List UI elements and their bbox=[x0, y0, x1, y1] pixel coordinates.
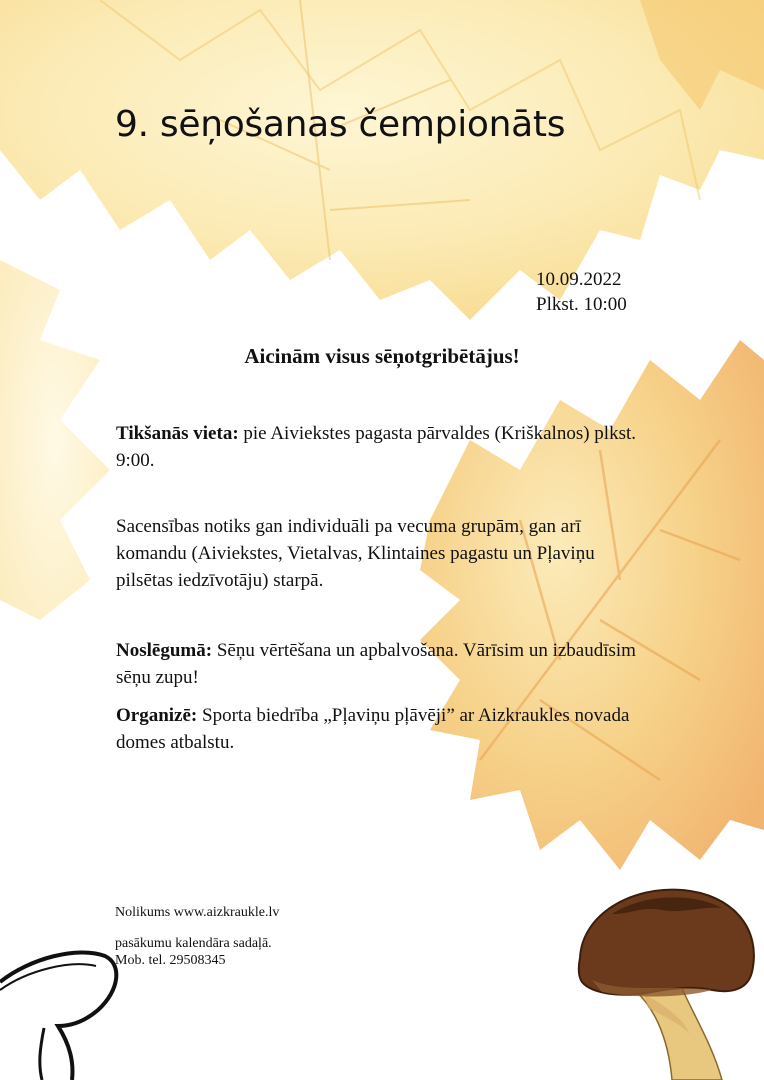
meeting-place-paragraph bbox=[116, 420, 646, 474]
footer-contact bbox=[115, 935, 272, 969]
closing-label: Noslēgumā: bbox=[116, 640, 213, 661]
organizer-paragraph bbox=[116, 702, 646, 756]
event-date: 10.09.2022 bbox=[536, 269, 622, 290]
event-time: Plkst. 10:00 bbox=[536, 294, 627, 315]
organizer-label: Organizē: bbox=[116, 705, 198, 726]
closing-text: Sēņu vērtēšana un apbalvošana. Vārīsim un izbaudīsim sēņu zupu! bbox=[116, 640, 636, 688]
closing-paragraph bbox=[116, 637, 646, 691]
footer-calendar: pasākumu kalendāra sadaļā. bbox=[115, 936, 272, 951]
competition-paragraph: Sacensības notiks gan individuāli pa vecuma grupām, gan arī komandu (Aiviekstes, Vietalvas, Klintaines pagastu un Pļaviņu pilsētas iedzīvotāju) starpā. bbox=[116, 516, 595, 591]
mushroom-icon bbox=[572, 884, 764, 1080]
footer-rules: Nolikums www.aizkraukle.lv bbox=[115, 905, 280, 920]
event-datetime bbox=[536, 267, 627, 317]
footer-phone: Mob. tel. 29508345 bbox=[115, 953, 226, 968]
meeting-place-label: Tikšanās vieta: bbox=[116, 423, 239, 444]
organizer-text: Sporta biedrība „Pļaviņu pļāvēji” ar Aizkraukles novada domes atbalstu. bbox=[116, 705, 630, 753]
invitation-heading: Aicinām visus sēņotgribētājus! bbox=[244, 344, 520, 368]
meeting-place-text: pie Aiviekstes pagasta pārvaldes (Kriškalnos) plkst. 9:00. bbox=[116, 423, 636, 471]
page-title: 9. sēņošanas čempionāts bbox=[115, 104, 566, 145]
